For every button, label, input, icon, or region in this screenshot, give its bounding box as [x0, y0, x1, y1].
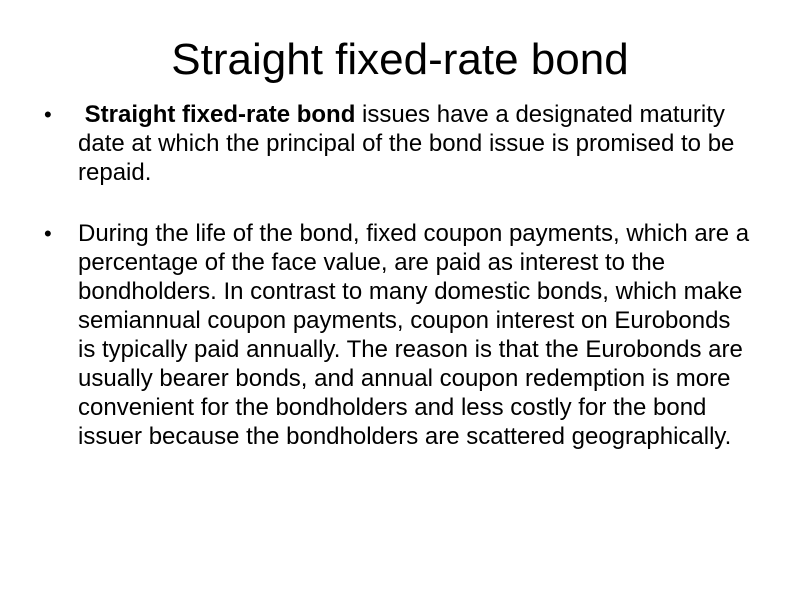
bullet-text: [78, 220, 749, 450]
bullet-icon: •: [44, 221, 52, 246]
bullet-text: [78, 101, 734, 186]
bullet-lead-term: Straight fixed-rate bond: [84, 101, 356, 128]
bullet-body: issues have a designated maturity date at which the principal of the bond issue is promised to be repaid.: [78, 101, 735, 186]
bullet-body: During the life of the bond, fixed coupon payments, which are a percentage of the face value, are paid as interest to the bondholders. In contrast to many domestic bonds, which make semiannual coupon payments, coupon interest on Eurobonds is typically paid annually. The reason is that the Eurobonds are usually bearer bonds, and annual coupon redemption is more convenient for the bondholders and less costly for the bond issuer because the bondholders are scattered geographically.: [78, 220, 750, 450]
bullet-icon: •: [44, 102, 52, 127]
slide-title: Straight fixed-rate bond: [171, 35, 629, 84]
bullet-list: [0, 100, 800, 451]
bullet-item: [0, 100, 800, 187]
bullet-item: [0, 219, 800, 451]
